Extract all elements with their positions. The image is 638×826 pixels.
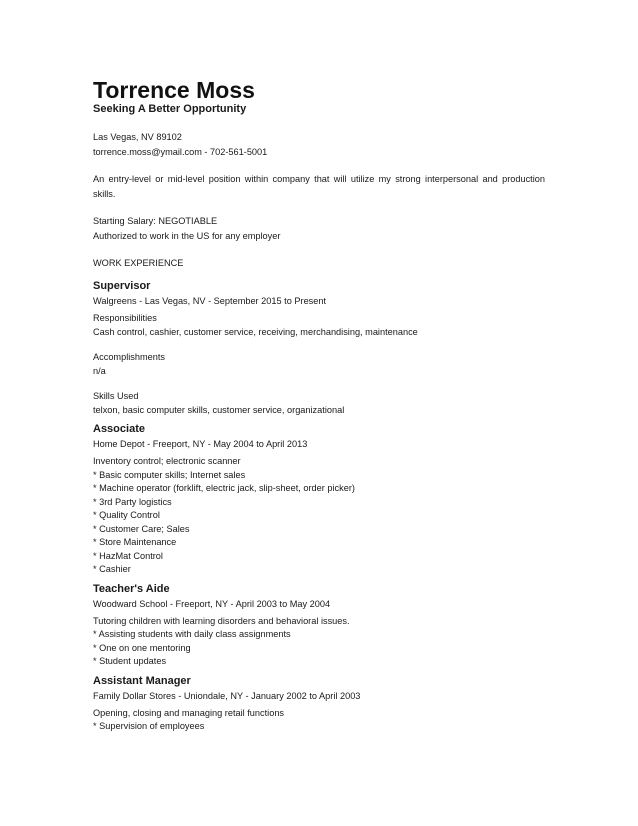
work-experience-heading: WORK EXPERIENCE: [93, 258, 184, 268]
location: Las Vegas, NV 89102: [93, 132, 182, 142]
job-description-line: * Store Maintenance: [93, 537, 177, 547]
job-description-line: * HazMat Control: [93, 550, 163, 561]
job-title: Supervisor: [93, 280, 151, 292]
job-meta: Family Dollar Stores - Uniondale, NY - January 2002 to April 2003: [93, 690, 361, 701]
starting-salary: Starting Salary: NEGOTIABLE: [93, 216, 218, 226]
job-description-line: * Customer Care; Sales: [93, 523, 190, 534]
job-meta: Woodward School - Freeport, NY - April 2003 to May 2004: [93, 598, 331, 609]
job-entry: [93, 280, 553, 417]
contact-info: [93, 130, 553, 160]
accomplishments: [93, 351, 553, 378]
job-description-line: * 3rd Party logistics: [93, 496, 172, 507]
job-description-line: * Supervision of employees: [93, 721, 205, 731]
job-description-line: * Student updates: [93, 656, 167, 666]
skills-used: [93, 390, 553, 417]
work-authorization: Authorized to work in the US for any employer: [93, 231, 281, 241]
resume-page: [93, 78, 553, 740]
skills-label: Skills Used: [93, 391, 139, 401]
responsibilities-text: Cash control, cashier, customer service, receiving, merchandising, maintenance: [93, 326, 418, 337]
employment-details: [93, 214, 553, 244]
objective: An entry-level or mid-level position within company that will utilize my strong interpersonal and production skills.: [93, 174, 545, 199]
job-description-line: Tutoring children with learning disorders and behavioral issues.: [93, 615, 350, 626]
job-description-line: * Assisting students with daily class assignments: [93, 629, 291, 639]
responsibilities-label: Responsibilities: [93, 313, 157, 323]
job-entry: [93, 675, 553, 734]
job-description-line: * Cashier: [93, 564, 131, 574]
job-description-line: * Machine operator (forklift, electric jack, slip-sheet, order picker): [93, 483, 355, 493]
job-entry: [93, 423, 553, 577]
job-meta: Home Depot - Freeport, NY - May 2004 to April 2013: [93, 439, 308, 449]
job-title: Teacher's Aide: [93, 582, 170, 595]
job-description-line: * Quality Control: [93, 510, 160, 520]
accomplishments-label: Accomplishments: [93, 352, 165, 362]
job-description-line: * Basic computer skills; Internet sales: [93, 469, 246, 480]
candidate-name: Torrence Moss: [93, 77, 255, 103]
job-title: Associate: [93, 423, 145, 435]
job-description-line: * One on one mentoring: [93, 642, 191, 653]
job-title: Assistant Manager: [93, 674, 191, 687]
job-meta: Walgreens - Las Vegas, NV - September 2015 to Present: [93, 296, 327, 306]
headline: Seeking A Better Opportunity: [93, 103, 247, 115]
job-entry: [93, 583, 553, 669]
accomplishments-text: n/a: [93, 365, 106, 376]
responsibilities: [93, 312, 553, 339]
job-description-line: Inventory control; electronic scanner: [93, 456, 241, 466]
email-phone: torrence.moss@ymail.com - 702-561-5001: [93, 147, 268, 157]
job-description-line: Opening, closing and managing retail functions: [93, 707, 285, 718]
skills-text: telxon, basic computer skills, customer service, organizational: [93, 404, 345, 415]
